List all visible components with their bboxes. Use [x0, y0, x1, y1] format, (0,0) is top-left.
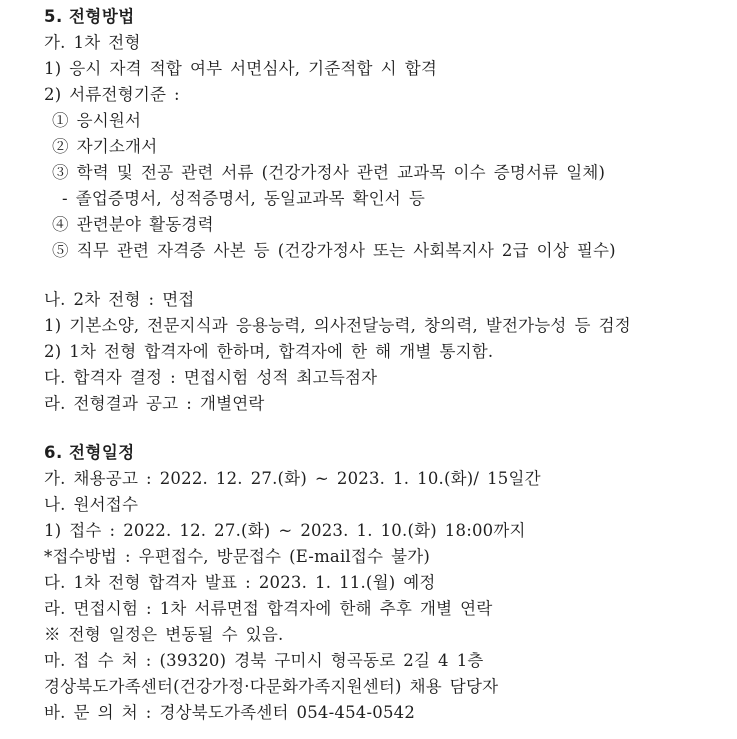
document-line: *접수방법 : 우편접수, 방문접수 (E-mail접수 불가): [44, 547, 431, 566]
document-line: 바. 문 의 처 : 경상북도가족센터 054-454-0542: [44, 703, 416, 722]
document-line: 마. 접 수 처 : (39320) 경북 구미시 형곡동로 2길 4 1층: [44, 651, 484, 670]
document-body: [44, 4, 707, 726]
document-line: ⑤ 직무 관련 자격증 사본 등 (건강가정사 또는 사회복지사 2급 이상 필수): [52, 241, 616, 260]
document-line: 나. 2차 전형 : 면접: [44, 290, 195, 309]
document-line: 라. 전형결과 공고 : 개별연락: [44, 394, 265, 413]
document-line: ② 자기소개서: [52, 137, 158, 156]
document-line: 경상북도가족센터(건강가정·다문화가족지원센터) 채용 담당자: [44, 677, 499, 696]
document-line: ※ 전형 일정은 변동될 수 있음.: [44, 625, 284, 644]
document-line: 나. 원서접수: [44, 495, 139, 514]
document-line: - 졸업증명서, 성적증명서, 동일교과목 확인서 등: [62, 189, 426, 208]
document-line: 다. 합격자 결정 : 면접시험 성적 최고득점자: [44, 368, 378, 387]
document-line: ③ 학력 및 전공 관련 서류 (건강가정사 관련 교과목 이수 증명서류 일체): [52, 163, 606, 182]
document-line: 가. 채용공고 : 2022. 12. 27.(화) ~ 2023. 1. 10.(화)/ 15일간: [44, 469, 541, 488]
blank-line: [44, 264, 707, 287]
document-line: 라. 면접시험 : 1차 서류면접 합격자에 한해 추후 개별 연락: [44, 599, 493, 618]
document-line: 다. 1차 전형 합격자 발표 : 2023. 1. 11.(월) 예정: [44, 573, 436, 592]
document-line: 가. 1차 전형: [44, 33, 141, 52]
document-section: [44, 4, 707, 417]
document-line: 1) 기본소양, 전문지식과 응용능력, 의사전달능력, 창의력, 발전가능성 등 검정: [44, 316, 631, 335]
document-line: 2) 1차 전형 합격자에 한하며, 합격자에 한 해 개별 통지함.: [44, 342, 494, 361]
document-section: [44, 440, 707, 726]
document-line: ④ 관련분야 활동경력: [52, 215, 214, 234]
document-line: 1) 응시 자격 적합 여부 서면심사, 기준적합 시 합격: [44, 59, 437, 78]
section-heading: 5. 전형방법: [44, 7, 135, 26]
document-line: ① 응시원서: [52, 111, 142, 130]
section-heading: 6. 전형일정: [44, 443, 135, 462]
document-line: 1) 접수 : 2022. 12. 27.(화) ~ 2023. 1. 10.(화) 18:00까지: [44, 521, 526, 540]
document-line: 2) 서류전형기준 :: [44, 85, 180, 104]
